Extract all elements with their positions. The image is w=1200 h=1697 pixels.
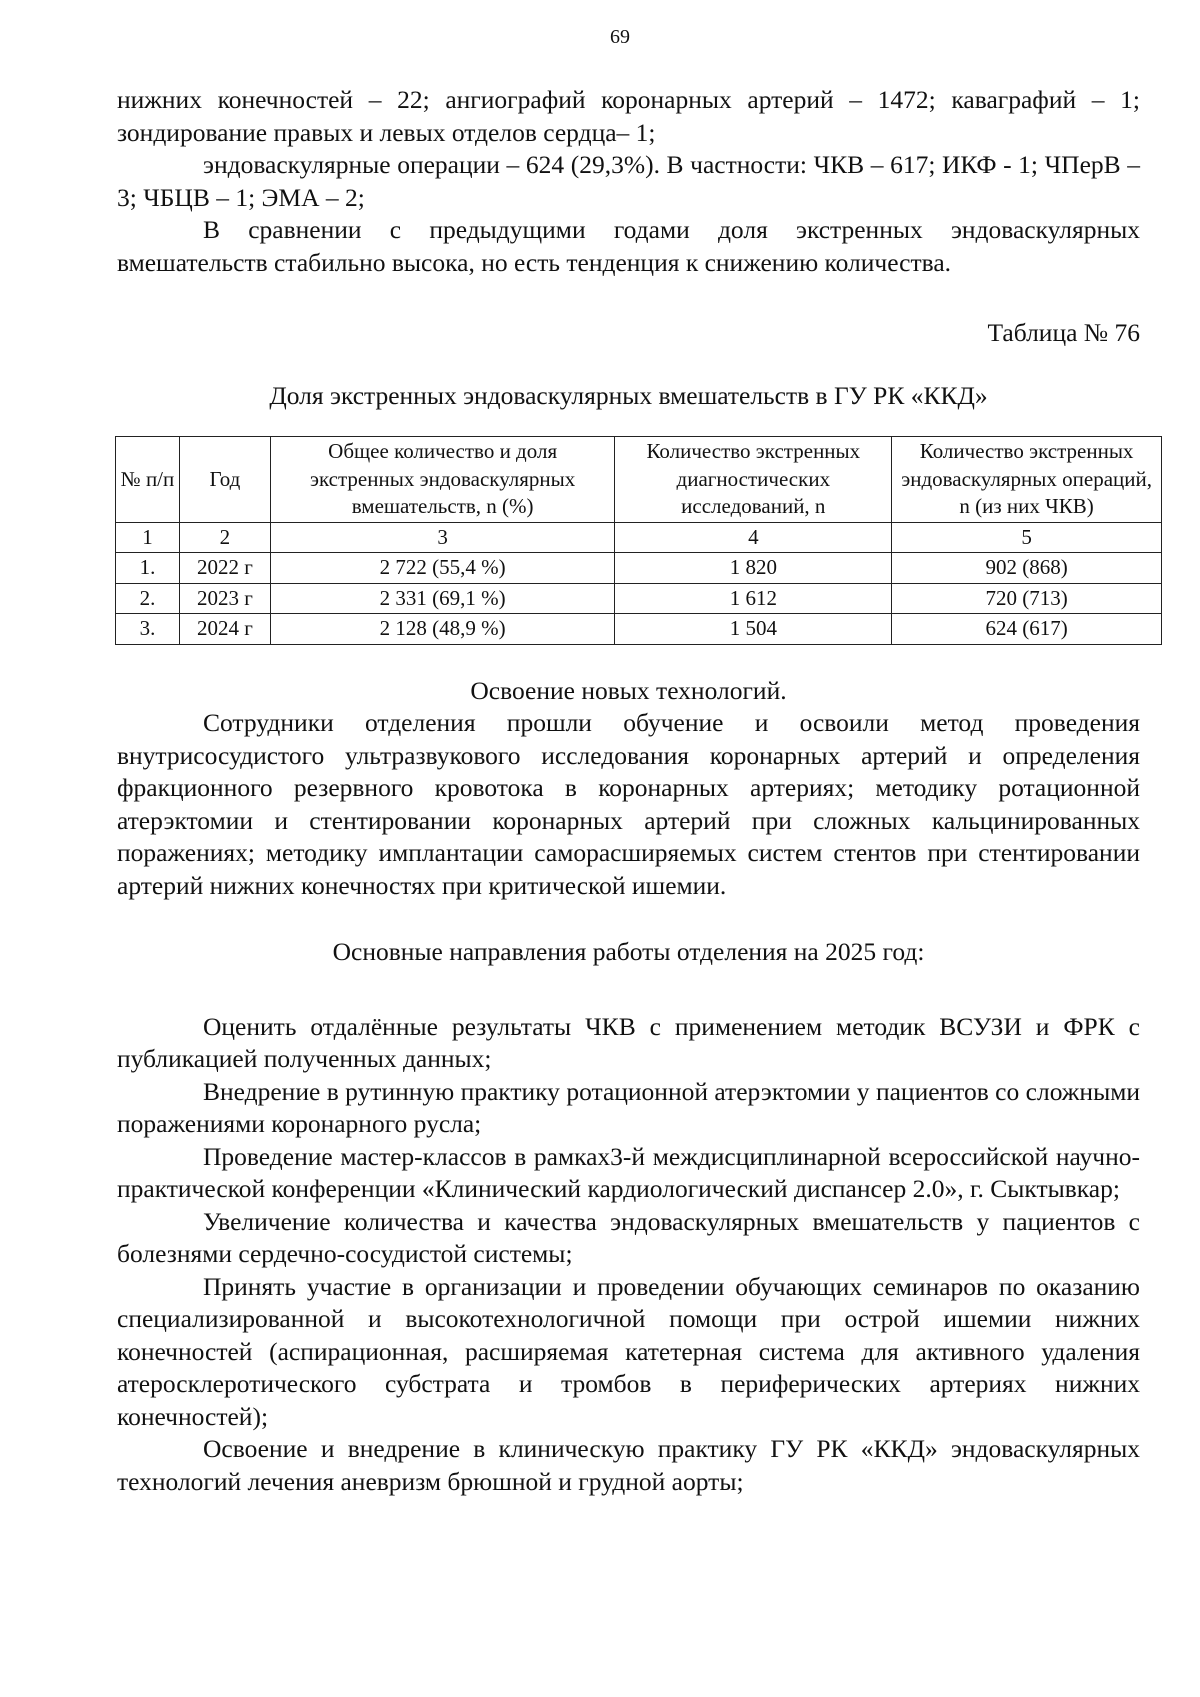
- plan-item: Проведение мастер-классов в рамках3-й междисциплинарной всероссийской научно-практической конференции «Клинический кардиологический диспансер 2.0», г. Сыктывкар;: [117, 1141, 1140, 1203]
- header-cell: Количество экстренных эндоваскулярных операций, n (из них ЧКВ): [892, 437, 1162, 523]
- table-cell: 2 331 (69,1 %): [270, 583, 615, 614]
- table-cell: 2022 г: [179, 553, 270, 584]
- table-cell: 2 128 (48,9 %): [270, 614, 615, 645]
- table-cell: 2 722 (55,4 %): [270, 553, 615, 584]
- header-cell: Количество экстренных диагностических исследований, n: [615, 437, 892, 523]
- section-title-new-technologies: Освоение новых технологий.: [470, 675, 787, 705]
- section-title-plans: Основные направления работы отделения на 2025 год:: [332, 937, 925, 966]
- table-cell: 1 820: [615, 553, 892, 584]
- table-row: [116, 553, 1162, 584]
- plan-item: Принять участие в организации и проведении обучающих семинаров по оказанию специализированной и высокотехнологичной помощи при острой ишемии нижних конечностей (аспирационная, расширяемая катетерная система для активного удаления атеросклеротического субстрата и тромбов в периферических артериях нижних конечностей);: [117, 1271, 1140, 1431]
- table-row: [116, 614, 1162, 645]
- header-cell: Общее количество и доля экстренных эндоваскулярных вмешательств, n (%): [270, 437, 615, 523]
- plan-item: Оценить отдалённые результаты ЧКВ с применением методик ВСУЗИ и ФРК с публикацией полученных данных;: [117, 1011, 1140, 1073]
- table-cell: 902 (868): [892, 553, 1162, 584]
- table-row: [116, 583, 1162, 614]
- interventions-table: [115, 436, 1162, 645]
- intro-paragraph-1: нижних конечностей – 22; ангиографий коронарных артерий – 1472; каваграфий – 1; зондирование правых и левых отделов сердца– 1;: [117, 85, 1140, 147]
- table-cell: 3.: [116, 614, 180, 645]
- intro-paragraph-2: эндоваскулярные операции – 624 (29,3%). В частности: ЧКВ – 617; ИКФ - 1; ЧПерВ – 3; ЧБЦВ – 1; ЭМА – 2;: [117, 150, 1140, 212]
- table-cell: 2023 г: [179, 583, 270, 614]
- column-number-cell: 2: [179, 522, 270, 553]
- table-cell: 624 (617): [892, 614, 1162, 645]
- table-cell: 2.: [116, 583, 180, 614]
- column-number-cell: 1: [116, 522, 180, 553]
- table-cell: 720 (713): [892, 583, 1162, 614]
- column-number-cell: 3: [270, 522, 615, 553]
- column-number-cell: 5: [892, 522, 1162, 553]
- table-title: Доля экстренных эндоваскулярных вмешательств в ГУ РК «ККД»: [269, 380, 988, 410]
- table-cell: 2024 г: [179, 614, 270, 645]
- new-technologies-paragraph: Сотрудники отделения прошли обучение и освоили метод проведения внутрисосудистого ультразвукового исследования коронарных артерий и определения фракционного резервного кровотока в коронарных артериях; методику ротационной атерэктомии и стентировании коронарных артерий при сложных кальцинированных поражениях; методику имплантации саморасширяемых систем стентов при стентировании артерий нижних конечностях при критической ишемии.: [117, 708, 1140, 900]
- table-header-row: [116, 437, 1162, 523]
- column-number-cell: 4: [615, 522, 892, 553]
- header-cell: Год: [179, 437, 270, 523]
- table-cell: 1.: [116, 553, 180, 584]
- table-cell: 1 612: [615, 583, 892, 614]
- plan-item: Освоение и внедрение в клиническую практику ГУ РК «ККД» эндоваскулярных технологий лечения аневризм брюшной и грудной аорты;: [117, 1434, 1140, 1496]
- table-cell: 1 504: [615, 614, 892, 645]
- plan-item: Внедрение в рутинную практику ротационной атерэктомии у пациентов со сложными поражениями коронарного русла;: [117, 1076, 1140, 1138]
- table-label: Таблица № 76: [987, 318, 1140, 347]
- plan-item: Увеличение количества и качества эндоваскулярных вмешательств у пациентов с болезнями сердечно-сосудистой системы;: [117, 1206, 1140, 1268]
- table-column-number-row: [116, 522, 1162, 553]
- document-body: [117, 84, 1152, 1498]
- header-cell: № п/п: [116, 437, 180, 523]
- page-number: 69: [610, 26, 630, 48]
- intro-paragraph-3: В сравнении с предыдущими годами доля экстренных эндоваскулярных вмешательств стабильно высока, но есть тенденция к снижению количества.: [117, 215, 1140, 277]
